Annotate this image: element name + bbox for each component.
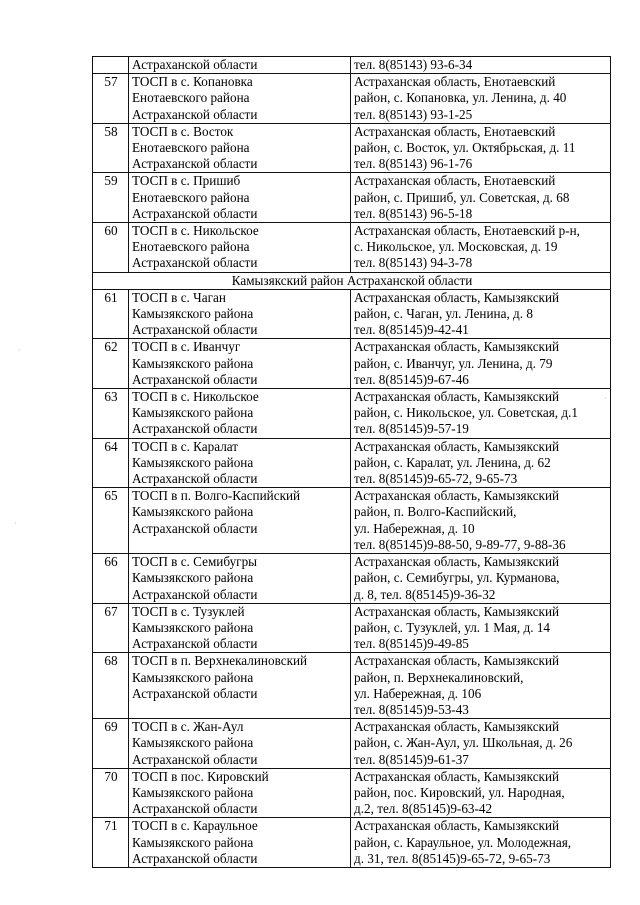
office-address-cell [351, 74, 611, 124]
row-number: 65 [93, 488, 129, 554]
table-row [93, 438, 611, 488]
office-name-line: Астраханской области [132, 801, 258, 817]
office-address-line: Астраханская область, Енотаевский [354, 123, 556, 139]
row-number: 59 [93, 173, 129, 223]
office-address-line: тел. 8(85143) 93-6-34 [354, 57, 473, 72]
office-name-cell [129, 74, 351, 124]
office-name-line: Камызякского района [132, 504, 254, 520]
office-address-line: тел. 8(85145)9-88-50, 9-89-77, 9-88-36 [354, 536, 566, 552]
table-row [93, 488, 611, 554]
office-address-cell [351, 768, 611, 818]
office-address-line: ул. Набережная, д. 106 [354, 685, 482, 701]
row-number: 64 [93, 438, 129, 488]
row-number [93, 57, 129, 74]
office-address-line: Астраханская область, Камызякский [354, 488, 560, 504]
office-address-cell [351, 818, 611, 868]
office-address-line: Астраханская область, Енотаевский [354, 74, 556, 90]
office-address-line: Астраханская область, Енотаевский [354, 173, 556, 189]
scan-speck: · [18, 346, 21, 355]
region-header: Камызякский район Астраханской области [93, 272, 611, 289]
office-address-line: тел. 8(85143) 93-1-25 [354, 106, 473, 122]
office-address-line: д. 31, тел. 8(85145)9-65-72, 9-65-73 [354, 850, 551, 866]
table-row [93, 603, 611, 653]
office-directory-table [92, 56, 611, 868]
office-name-line: ТОСП в п. Верхнекалиновский [132, 653, 308, 669]
office-address-line: Астраханская область, Камызякский [354, 719, 560, 735]
office-address-line: район, с. Копановка, ул. Ленина, д. 40 [354, 90, 567, 106]
table-row [93, 653, 611, 719]
table-body-top [93, 57, 611, 74]
table-row [93, 818, 611, 868]
office-name-cell [129, 719, 351, 769]
scan-speck: · [14, 519, 17, 528]
office-address-line: тел. 8(85143) 94-3-78 [354, 255, 473, 271]
office-address-cell [351, 173, 611, 223]
office-name-line: ТОСП в пос. Кировский [132, 768, 269, 784]
office-address-line: Астраханская область, Камызякский [354, 653, 560, 669]
office-address-cell [351, 719, 611, 769]
table-body-enotaevsky [93, 74, 611, 272]
office-name-line: ТОСП в с. Восток [132, 123, 234, 139]
row-number: 66 [93, 554, 129, 604]
office-address-cell [351, 289, 611, 339]
row-number: 58 [93, 123, 129, 173]
office-name-line: Астраханской области [132, 371, 258, 387]
office-name-line: Астраханской области [132, 520, 258, 536]
office-name-cell [129, 603, 351, 653]
office-address-line: район, п. Верхнекалиновский, [354, 669, 524, 685]
office-address-line: Астраханская область, Енотаевский р-н, [354, 223, 580, 239]
office-name-line: Енотаевского района [132, 239, 250, 255]
row-number: 67 [93, 603, 129, 653]
office-name-line: Астраханской области [132, 636, 258, 652]
office-name-cell [129, 339, 351, 389]
office-name-line: Астраханской области [132, 156, 258, 172]
office-name-line: Астраханской области [132, 106, 258, 122]
office-address-line: Астраханская область, Камызякский [354, 339, 560, 355]
office-address-line: Астраханская область, Камызякский [354, 389, 560, 405]
office-name-cell [129, 223, 351, 273]
table-row [93, 74, 611, 124]
office-address-line: тел. 8(85145)9-49-85 [354, 636, 469, 652]
office-address-cell [351, 57, 611, 74]
row-number: 62 [93, 339, 129, 389]
office-name-cell [129, 57, 351, 74]
office-name-line: ТОСП в с. Никольское [132, 389, 259, 405]
office-address-line: район, с. Иванчуг, ул. Ленина, д. 79 [354, 355, 553, 371]
row-number: 71 [93, 818, 129, 868]
office-address-line: ул. Набережная, д. 10 [354, 520, 475, 536]
office-address-line: тел. 8(85145)9-53-43 [354, 701, 469, 717]
office-address-line: с. Никольское, ул. Московская, д. 19 [354, 239, 558, 255]
office-name-cell [129, 554, 351, 604]
office-name-line: Астраханской области [132, 751, 258, 767]
office-name-line: Астраханской области [132, 850, 258, 866]
office-name-line: Астраханской области [132, 205, 258, 221]
table-body-kamyzyaksky [93, 289, 611, 867]
office-name-cell [129, 123, 351, 173]
table-row [93, 289, 611, 339]
office-name-line: ТОСП в с. Чаган [132, 289, 226, 305]
office-name-line: ТОСП в с. Никольское [132, 223, 259, 239]
row-number: 69 [93, 719, 129, 769]
office-address-line: д.2, тел. 8(85145)9-63-42 [354, 801, 493, 817]
office-address-line: район, с. Тузуклей, ул. 1 Мая, д. 14 [354, 619, 551, 635]
row-number: 68 [93, 653, 129, 719]
office-name-line: Камызякского района [132, 834, 254, 850]
office-name-line: ТОСП в с. Копановка [132, 74, 253, 90]
office-address-line: район, с. Чаган, ул. Ленина, д. 8 [354, 306, 533, 322]
office-address-line: тел. 8(85145)9-61-37 [354, 751, 469, 767]
office-name-line: Астраханской области [132, 685, 258, 701]
table-row [93, 123, 611, 173]
office-address-line: тел. 8(85145)9-42-41 [354, 322, 469, 338]
office-name-line: Астраханской области [132, 57, 258, 72]
office-address-cell [351, 123, 611, 173]
office-name-line: Камызякского района [132, 454, 254, 470]
office-name-cell [129, 438, 351, 488]
office-address-line: тел. 8(85145)9-67-46 [354, 371, 469, 387]
office-name-line: Камызякского района [132, 355, 254, 371]
office-name-line: Камызякского района [132, 669, 254, 685]
office-name-line: ТОСП в с. Семибугры [132, 554, 258, 570]
table-row [93, 339, 611, 389]
office-name-line: ТОСП в с. Караульное [132, 818, 258, 834]
office-address-line: Астраханская область, Камызякский [354, 768, 560, 784]
office-address-line: район, пос. Кировский, ул. Народная, [354, 784, 565, 800]
office-name-line: Астраханской области [132, 471, 258, 487]
row-number: 57 [93, 74, 129, 124]
office-address-line: район, с. Восток, ул. Октябрьская, д. 11 [354, 140, 576, 156]
office-address-cell [351, 653, 611, 719]
office-address-cell [351, 438, 611, 488]
office-name-cell [129, 818, 351, 868]
table-row [93, 554, 611, 604]
office-address-line: район, с. Каралат, ул. Ленина, д. 62 [354, 454, 551, 470]
office-address-line: Астраханская область, Камызякский [354, 603, 560, 619]
office-address-line: район, с. Семибугры, ул. Курманова, [354, 570, 560, 586]
office-address-line: район, с. Жан-Аул, ул. Школьная, д. 26 [354, 735, 573, 751]
office-name-line: Енотаевского района [132, 189, 250, 205]
office-name-line: Астраханской области [132, 322, 258, 338]
office-address-line: район, с. Никольское, ул. Советская, д.1 [354, 405, 578, 421]
office-name-cell [129, 173, 351, 223]
office-address-line: тел. 8(85145)9-65-72, 9-65-73 [354, 471, 518, 487]
office-name-line: Астраханской области [132, 421, 258, 437]
office-name-line: ТОСП в с. Тузуклей [132, 603, 245, 619]
office-address-line: д. 8, тел. 8(85145)9-36-32 [354, 586, 496, 602]
office-name-line: Енотаевского района [132, 140, 250, 156]
scan-speck: · [604, 394, 607, 403]
office-name-line: Камызякского района [132, 306, 254, 322]
row-number: 63 [93, 389, 129, 439]
office-name-line: Камызякского района [132, 619, 254, 635]
office-name-line: Енотаевского района [132, 90, 250, 106]
office-address-line: тел. 8(85145)9-57-19 [354, 421, 469, 437]
office-name-cell [129, 289, 351, 339]
row-number: 60 [93, 223, 129, 273]
table-row [93, 719, 611, 769]
office-name-line: Камызякского района [132, 784, 254, 800]
office-name-cell [129, 768, 351, 818]
office-address-cell [351, 389, 611, 439]
office-name-cell [129, 389, 351, 439]
table-row [93, 173, 611, 223]
office-name-line: ТОСП в п. Волго-Каспийский [132, 488, 301, 504]
office-address-cell [351, 488, 611, 554]
office-address-cell [351, 339, 611, 389]
office-name-line: ТОСП в с. Каралат [132, 438, 239, 454]
office-name-line: Камызякского района [132, 570, 254, 586]
office-name-line: ТОСП в с. Пришиб [132, 173, 241, 189]
office-name-cell [129, 653, 351, 719]
office-address-line: район, с. Караульное, ул. Молодежная, [354, 834, 572, 850]
office-name-line: Астраханской области [132, 586, 258, 602]
office-address-line: Астраханская область, Камызякский [354, 818, 560, 834]
office-name-cell [129, 488, 351, 554]
region-header-row [93, 272, 611, 289]
office-name-line: ТОСП в с. Иванчуг [132, 339, 241, 355]
table-row [93, 768, 611, 818]
table-row [93, 389, 611, 439]
office-name-line: Астраханской области [132, 255, 258, 271]
office-name-line: Камызякского района [132, 405, 254, 421]
office-address-cell [351, 223, 611, 273]
office-address-line: Астраханская область, Камызякский [354, 438, 560, 454]
office-address-cell [351, 554, 611, 604]
row-number: 61 [93, 289, 129, 339]
office-address-line: Астраханская область, Камызякский [354, 554, 560, 570]
row-number: 70 [93, 768, 129, 818]
office-address-line: тел. 8(85143) 96-5-18 [354, 205, 473, 221]
office-name-line: Камызякского района [132, 735, 254, 751]
table-row [93, 57, 611, 74]
office-address-cell [351, 603, 611, 653]
office-address-line: район, п. Волго-Каспийский, [354, 504, 517, 520]
region-header-section [93, 272, 611, 289]
office-address-line: тел. 8(85143) 96-1-76 [354, 156, 473, 172]
office-name-line: ТОСП в с. Жан-Аул [132, 719, 244, 735]
table-row [93, 223, 611, 273]
office-address-line: район, с. Пришиб, ул. Советская, д. 68 [354, 189, 570, 205]
office-address-line: Астраханская область, Камызякский [354, 289, 560, 305]
